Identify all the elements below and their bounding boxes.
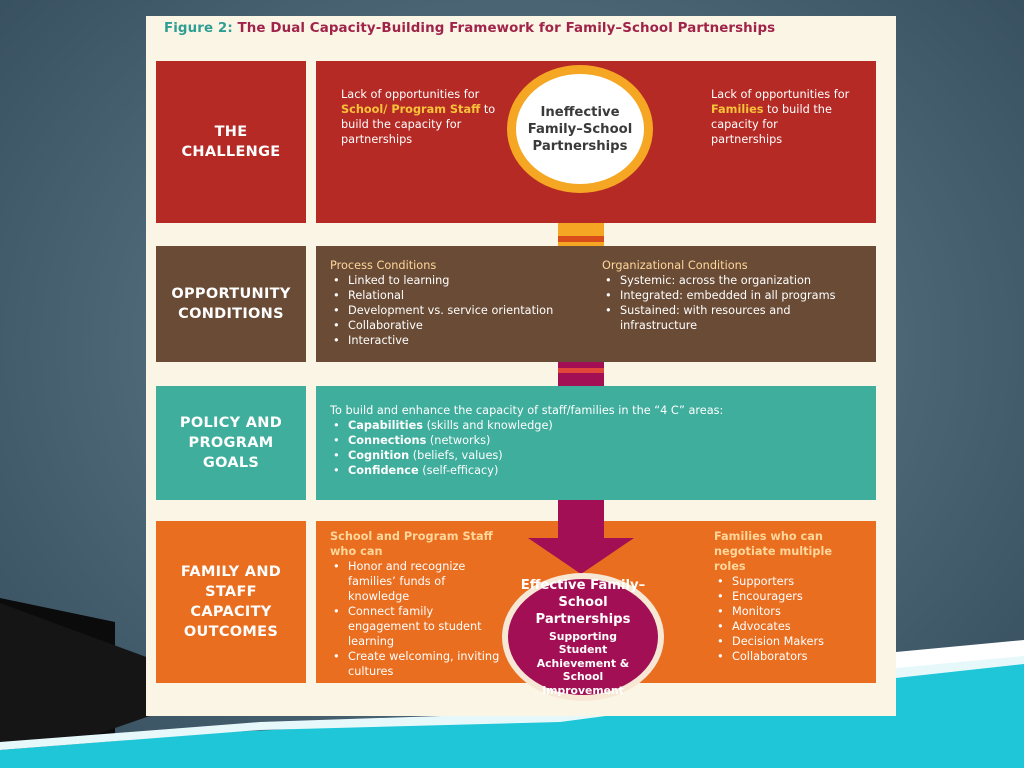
figure-title-text: The Dual Capacity-Building Framework for Family–School Partnerships — [237, 21, 776, 36]
policy-desc: (skills and knowledge) — [426, 419, 553, 432]
organizational-item: • Systemic: across the organization — [602, 273, 864, 288]
figure-number: Figure 2: — [164, 21, 233, 36]
challenge-label: THE CHALLENGE — [156, 61, 306, 223]
figure-title — [164, 21, 884, 36]
challenge-families-pre: Lack of opportunities for — [711, 88, 850, 101]
policy-term: Confidence — [348, 464, 419, 477]
organizational-item: • Integrated: embedded in all programs — [602, 288, 864, 303]
process-item: • Linked to learning — [330, 273, 600, 288]
policy-intro: To build and enhance the capacity of staff/families in the “4 C” areas: — [330, 404, 724, 417]
challenge-staff-post: to build the capacity for partnerships — [341, 103, 496, 146]
family-outcome-item: • Decision Makers — [714, 634, 864, 649]
family-outcome-item: • Advocates — [714, 619, 864, 634]
challenge-families-text — [711, 87, 851, 147]
opportunity-body — [316, 246, 876, 362]
policy-item — [330, 433, 870, 448]
process-item: • Interactive — [330, 333, 600, 348]
process-item: • Development vs. service orientation — [330, 303, 600, 318]
staff-outcome-item: • Create welcoming, inviting cultures — [330, 649, 505, 679]
challenge-staff-text — [341, 87, 511, 147]
policy-label: POLICY AND PROGRAM GOALS — [156, 386, 306, 500]
policy-item — [330, 448, 870, 463]
policy-item — [330, 418, 870, 433]
organizational-conditions — [602, 258, 864, 333]
effective-partnerships-title: Effective Family–School Partnerships — [520, 577, 646, 627]
ineffective-partnerships-circle — [507, 65, 653, 193]
connector-opportunity-policy — [558, 361, 604, 387]
organizational-item: • Sustained: with resources and infrastructure — [602, 303, 864, 333]
staff-outcomes-heading: School and Program Staff who can — [330, 530, 493, 558]
outcomes-label: FAMILY AND STAFF CAPACITY OUTCOMES — [156, 521, 306, 683]
policy-body — [316, 386, 876, 500]
effective-partnerships-subtitle: Supporting Student Achievement & School Improvement — [536, 629, 630, 697]
staff-outcomes — [330, 529, 505, 679]
challenge-staff-highlight: School/ Program Staff — [341, 103, 481, 116]
policy-desc: (networks) — [429, 434, 491, 447]
policy-content — [330, 403, 870, 478]
policy-item — [330, 463, 870, 478]
policy-term: Connections — [348, 434, 427, 447]
process-item: • Collaborative — [330, 318, 600, 333]
organizational-heading: Organizational Conditions — [602, 259, 748, 272]
challenge-staff-pre: Lack of opportunities for — [341, 88, 480, 101]
process-item: • Relational — [330, 288, 600, 303]
opportunity-label: OPPORTUNITY CONDITIONS — [156, 246, 306, 362]
family-outcomes-heading: Families who can negotiate multiple roles — [714, 530, 833, 573]
family-outcomes — [714, 529, 864, 664]
effective-partnerships-circle — [502, 573, 664, 701]
challenge-families-highlight: Families — [711, 103, 764, 116]
challenge-families-post: to build the capacity for partnerships — [711, 103, 832, 146]
policy-desc: (self-efficacy) — [422, 464, 499, 477]
family-outcome-item: • Encouragers — [714, 589, 864, 604]
ineffective-partnerships-text: Ineffective Family–School Partnerships — [527, 104, 633, 154]
policy-term: Capabilities — [348, 419, 423, 432]
family-outcome-item: • Collaborators — [714, 649, 864, 664]
family-outcome-item: • Supporters — [714, 574, 864, 589]
staff-outcome-item: • Honor and recognize families’ funds of knowledge — [330, 559, 505, 604]
policy-term: Cognition — [348, 449, 410, 462]
process-conditions — [330, 258, 600, 348]
policy-desc: (beliefs, values) — [412, 449, 503, 462]
staff-outcome-item: • Connect family engagement to student learning — [330, 604, 505, 649]
process-heading: Process Conditions — [330, 259, 437, 272]
down-arrow-icon — [526, 516, 636, 576]
connector-stripe — [558, 236, 604, 242]
family-outcome-item: • Monitors — [714, 604, 864, 619]
connector-stripe-2 — [558, 368, 604, 373]
framework-figure — [146, 16, 896, 716]
